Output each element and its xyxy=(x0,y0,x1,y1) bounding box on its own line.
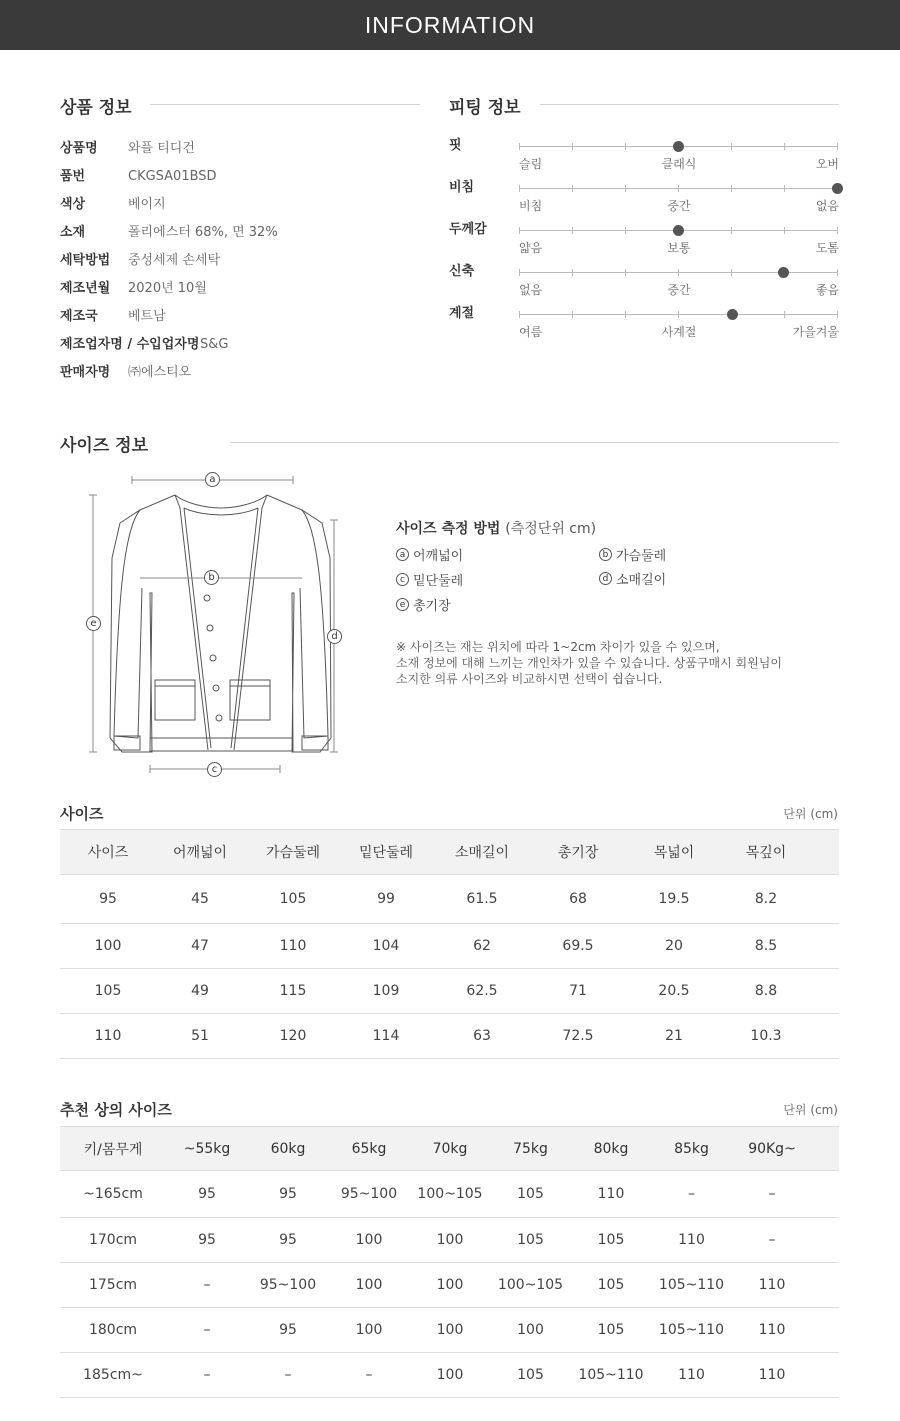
table-cell: – xyxy=(651,1171,732,1218)
fit-scale-track xyxy=(519,272,838,273)
table-cell: 105 xyxy=(490,1218,571,1263)
table-cell: 19.5 xyxy=(622,875,726,924)
size-info-title: 사이즈 정보 xyxy=(60,431,148,456)
table-cell: 104 xyxy=(342,924,430,969)
cardigan-diagram xyxy=(80,468,360,783)
product-info-label: 색상 xyxy=(60,197,86,212)
table-cell: 110 xyxy=(244,924,342,969)
fit-option-label: 없음 xyxy=(815,199,839,213)
fit-scale-tick xyxy=(837,269,838,276)
table-cell-spacer xyxy=(812,1263,839,1308)
fit-option-label: 중간 xyxy=(667,199,691,213)
table-cell: 105~110 xyxy=(651,1308,732,1353)
table-cell: 8.8 xyxy=(726,969,806,1014)
method-item-e: e 총기장 xyxy=(396,595,451,614)
rec-table-header xyxy=(60,1127,839,1171)
table-header-cell: 키/몸무게 xyxy=(60,1127,166,1171)
table-cell: – xyxy=(328,1353,410,1398)
fit-scale-tick xyxy=(519,185,520,192)
fit-scale-tick xyxy=(572,227,573,234)
product-info-label: 제조국 xyxy=(60,309,98,324)
product-info-value: S&G xyxy=(200,337,229,352)
table-cell: 21 xyxy=(622,1014,726,1059)
table-cell: 100 xyxy=(328,1263,410,1308)
table-header-cell: 90Kg~ xyxy=(732,1127,812,1171)
table-cell: 105 xyxy=(490,1171,571,1218)
table-cell: 105 xyxy=(571,1218,651,1263)
table-cell: 120 xyxy=(244,1014,342,1059)
diagram-label-d: d xyxy=(327,629,342,644)
fit-scale-tick xyxy=(678,269,679,276)
fit-option-label: 도톰 xyxy=(815,241,839,255)
table-cell: 110 xyxy=(651,1353,732,1398)
fit-scale-tick xyxy=(784,311,785,318)
table-cell: 20 xyxy=(622,924,726,969)
table-cell: – xyxy=(248,1353,328,1398)
table-row xyxy=(60,1218,839,1263)
table-header-cell: 80kg xyxy=(571,1127,651,1171)
table-cell: 8.5 xyxy=(726,924,806,969)
fit-scale-tick xyxy=(837,311,838,318)
measure-method-label: 사이즈 측정 방법 xyxy=(396,521,501,537)
product-info-label: 세탁방법 xyxy=(60,253,111,268)
table-cell: 45 xyxy=(156,875,244,924)
fit-info-title: 피팅 정보 xyxy=(449,93,521,118)
product-info-value: 베이지 xyxy=(128,197,166,212)
fit-scale-tick xyxy=(572,269,573,276)
table-cell: 95 xyxy=(166,1218,248,1263)
fit-scale-tick xyxy=(678,185,679,192)
table-row xyxy=(60,969,839,1014)
table-cell: 100 xyxy=(490,1308,571,1353)
table-header-cell: 어깨넓이 xyxy=(156,830,244,875)
table-header-cell: 소매길이 xyxy=(430,830,534,875)
fit-scale-tick xyxy=(731,269,732,276)
fit-level-dot xyxy=(727,309,738,320)
fit-scale-track xyxy=(519,230,838,231)
table-header-cell: 60kg xyxy=(248,1127,328,1171)
product-info-label: 품번 xyxy=(60,169,86,184)
method-item-c: c 밑단둘레 xyxy=(396,570,463,589)
product-info-value: 베트남 xyxy=(128,309,166,324)
table-header-cell: 총기장 xyxy=(534,830,622,875)
table-cell-spacer xyxy=(806,1014,839,1059)
fit-row xyxy=(449,182,839,222)
product-info-label: 소재 xyxy=(60,225,86,240)
fit-level-dot xyxy=(778,267,789,278)
fit-info-divider xyxy=(540,104,839,105)
fit-scale-tick xyxy=(519,227,520,234)
fit-row xyxy=(449,224,839,264)
table-cell: 71 xyxy=(534,969,622,1014)
product-info-divider xyxy=(150,104,420,105)
size-note: ※ 사이즈는 재는 위치에 따라 1~2cm 차이가 있을 수 있으며, 소재 정보에 대해 느끼는 개인차가 있을 수 있습니다. 상품구매시 회원님이 소지한 의류 사이즈와 비교하시면 선택이 쉽습니다. xyxy=(396,640,782,686)
measure-method-title xyxy=(396,518,596,538)
table-cell-spacer xyxy=(806,924,839,969)
table-header-cell: 75kg xyxy=(490,1127,571,1171)
table-cell: 95 xyxy=(248,1218,328,1263)
table-cell: 110 xyxy=(60,1014,156,1059)
fit-scale-tick xyxy=(837,143,838,150)
table-cell: 100 xyxy=(410,1263,490,1308)
table-cell-spacer xyxy=(812,1171,839,1218)
table-cell: 68 xyxy=(534,875,622,924)
fit-scale-track xyxy=(519,146,838,147)
measure-method-unit: (측정단위 cm) xyxy=(505,521,597,537)
table-header-cell: 70kg xyxy=(410,1127,490,1171)
table-cell: 62 xyxy=(430,924,534,969)
table-header-cell: ~55kg xyxy=(166,1127,248,1171)
table-cell: 110 xyxy=(732,1263,812,1308)
table-header-cell: 사이즈 xyxy=(60,830,156,875)
table-cell: 95 xyxy=(166,1171,248,1218)
table-header-cell: 가슴둘레 xyxy=(244,830,342,875)
fit-level-dot xyxy=(673,225,684,236)
table-header-cell: 65kg xyxy=(328,1127,410,1171)
fit-scale-tick xyxy=(625,143,626,150)
table-cell: 51 xyxy=(156,1014,244,1059)
table-cell-spacer xyxy=(806,969,839,1014)
fit-option-label: 사계절 xyxy=(661,325,697,339)
table-cell: 72.5 xyxy=(534,1014,622,1059)
fit-scale-tick xyxy=(625,311,626,318)
fit-option-label: 없음 xyxy=(519,283,543,297)
table-cell: 100~105 xyxy=(490,1263,571,1308)
table-cell: 180cm xyxy=(60,1308,166,1353)
table-cell: 105 xyxy=(490,1353,571,1398)
fit-row xyxy=(449,140,839,180)
table-cell: ~165cm xyxy=(60,1171,166,1218)
table-row xyxy=(60,1353,839,1398)
table-row xyxy=(60,1014,839,1059)
table-cell: 109 xyxy=(342,969,430,1014)
product-info-value: CKGSA01BSD xyxy=(128,169,217,184)
product-info-value: 폴리에스터 68%, 면 32% xyxy=(128,225,278,240)
fit-label: 두께감 xyxy=(449,222,487,237)
product-info-label: 상품명 xyxy=(60,141,98,156)
product-info-label: 제조업자명 / 수입업자명 xyxy=(60,337,200,352)
table-cell: 114 xyxy=(342,1014,430,1059)
table-cell: 105 xyxy=(244,875,342,924)
table-cell: 110 xyxy=(571,1171,651,1218)
table-cell: 115 xyxy=(244,969,342,1014)
product-info-value: 와플 티디건 xyxy=(128,141,195,156)
method-item-a: a 어깨넓이 xyxy=(396,545,463,564)
fit-scale-tick xyxy=(678,311,679,318)
table-cell: 61.5 xyxy=(430,875,534,924)
product-info-label: 제조년월 xyxy=(60,281,111,296)
fit-scale-tick xyxy=(837,227,838,234)
table-cell: 100 xyxy=(328,1308,410,1353)
fit-option-label: 클래식 xyxy=(661,157,697,171)
rec-table-title: 추천 상의 사이즈 xyxy=(60,1101,172,1119)
table-cell-spacer xyxy=(806,875,839,924)
table-cell: 105~110 xyxy=(571,1353,651,1398)
recommended-size-table xyxy=(60,1126,839,1398)
table-cell: 170cm xyxy=(60,1218,166,1263)
product-info-label: 판매자명 xyxy=(60,365,111,380)
fit-label: 신축 xyxy=(449,264,475,279)
table-row xyxy=(60,924,839,969)
fit-scale-tick xyxy=(731,185,732,192)
product-info-value: 2020년 10월 xyxy=(128,281,207,296)
fit-scale-tick xyxy=(519,311,520,318)
fit-scale-tick xyxy=(572,311,573,318)
table-header-spacer xyxy=(806,830,839,875)
table-cell: 99 xyxy=(342,875,430,924)
table-cell: 95 xyxy=(248,1171,328,1218)
table-cell: 100~105 xyxy=(410,1171,490,1218)
fit-level-dot xyxy=(673,141,684,152)
fit-option-label: 여름 xyxy=(519,325,543,339)
table-cell: 105~110 xyxy=(651,1263,732,1308)
table-cell: 110 xyxy=(732,1353,812,1398)
table-header-cell: 목깊이 xyxy=(726,830,806,875)
table-cell: 100 xyxy=(410,1218,490,1263)
table-cell: 49 xyxy=(156,969,244,1014)
table-header-cell: 85kg xyxy=(651,1127,732,1171)
table-cell: 10.3 xyxy=(726,1014,806,1059)
method-item-d: d 소매길이 xyxy=(599,569,666,588)
product-info-value: ㈜에스티오 xyxy=(128,365,192,380)
table-header-cell: 밑단둘레 xyxy=(342,830,430,875)
fit-level-dot xyxy=(832,183,843,194)
table-cell: 100 xyxy=(410,1353,490,1398)
table-row xyxy=(60,875,839,924)
diagram-label-c: c xyxy=(207,762,222,777)
table-cell: 100 xyxy=(410,1308,490,1353)
table-row xyxy=(60,1263,839,1308)
fit-label: 핏 xyxy=(449,138,462,153)
fit-scale-tick xyxy=(784,227,785,234)
fit-scale-tick xyxy=(731,227,732,234)
fit-option-label: 얇음 xyxy=(519,241,543,255)
fit-label: 계절 xyxy=(449,306,475,321)
fit-scale-tick xyxy=(731,143,732,150)
fit-scale-tick xyxy=(625,185,626,192)
table-cell: – xyxy=(732,1218,812,1263)
table-cell: 69.5 xyxy=(534,924,622,969)
product-info-value: 중성세제 손세탁 xyxy=(128,253,221,268)
table-cell: 8.2 xyxy=(726,875,806,924)
fit-scale-track xyxy=(519,188,838,189)
fit-scale-tick xyxy=(625,227,626,234)
table-cell: 100 xyxy=(60,924,156,969)
fit-option-label: 가을겨울 xyxy=(792,325,839,339)
table-cell: 20.5 xyxy=(622,969,726,1014)
size-table-header xyxy=(60,830,839,875)
fit-scale-track xyxy=(519,314,838,315)
table-cell: 105 xyxy=(571,1308,651,1353)
table-cell: 110 xyxy=(732,1308,812,1353)
fit-scale-tick xyxy=(625,269,626,276)
fit-option-label: 중간 xyxy=(667,283,691,297)
table-cell: 95 xyxy=(248,1308,328,1353)
fit-scale-tick xyxy=(784,143,785,150)
information-header xyxy=(0,0,900,50)
table-cell: 185cm~ xyxy=(60,1353,166,1398)
diagram-label-b: b xyxy=(204,570,219,585)
table-cell-spacer xyxy=(812,1353,839,1398)
table-cell-spacer xyxy=(812,1308,839,1353)
fit-row xyxy=(449,266,839,306)
table-cell: 110 xyxy=(651,1218,732,1263)
rec-table-unit: 단위 (cm) xyxy=(783,1103,838,1117)
table-cell: 47 xyxy=(156,924,244,969)
fit-scale-tick xyxy=(519,143,520,150)
table-cell: – xyxy=(166,1308,248,1353)
table-cell: – xyxy=(732,1171,812,1218)
fit-option-label: 오버 xyxy=(815,157,839,171)
table-row xyxy=(60,1308,839,1353)
diagram-label-a: a xyxy=(205,472,220,487)
diagram-label-e: e xyxy=(86,616,101,631)
size-info-divider xyxy=(230,442,839,443)
table-cell: 63 xyxy=(430,1014,534,1059)
fit-scale-tick xyxy=(572,143,573,150)
fit-option-label: 좋음 xyxy=(815,283,839,297)
table-row xyxy=(60,1171,839,1218)
header-title: INFORMATION xyxy=(364,11,536,38)
method-item-b: b 가슴둘레 xyxy=(599,545,666,564)
size-table xyxy=(60,829,839,1059)
table-header-spacer xyxy=(812,1127,839,1171)
table-header-cell: 목넓이 xyxy=(622,830,726,875)
table-cell: 105 xyxy=(60,969,156,1014)
table-cell: 100 xyxy=(328,1218,410,1263)
table-cell: 95~100 xyxy=(248,1263,328,1308)
fit-scale-tick xyxy=(519,269,520,276)
fit-option-label: 비침 xyxy=(519,199,543,213)
size-table-unit: 단위 (cm) xyxy=(783,807,838,821)
table-cell: 105 xyxy=(571,1263,651,1308)
table-cell: 95~100 xyxy=(328,1171,410,1218)
table-cell: 62.5 xyxy=(430,969,534,1014)
table-cell: 175cm xyxy=(60,1263,166,1308)
table-cell: – xyxy=(166,1353,248,1398)
table-cell: 95 xyxy=(60,875,156,924)
fit-row xyxy=(449,308,839,348)
table-cell-spacer xyxy=(812,1218,839,1263)
size-table-title: 사이즈 xyxy=(60,805,104,823)
fit-scale-tick xyxy=(784,185,785,192)
table-cell: – xyxy=(166,1263,248,1308)
fit-option-label: 보통 xyxy=(667,241,691,255)
fit-option-label: 슬림 xyxy=(519,157,543,171)
product-info-title: 상품 정보 xyxy=(60,93,132,118)
fit-label: 비침 xyxy=(449,180,475,195)
fit-scale-tick xyxy=(572,185,573,192)
